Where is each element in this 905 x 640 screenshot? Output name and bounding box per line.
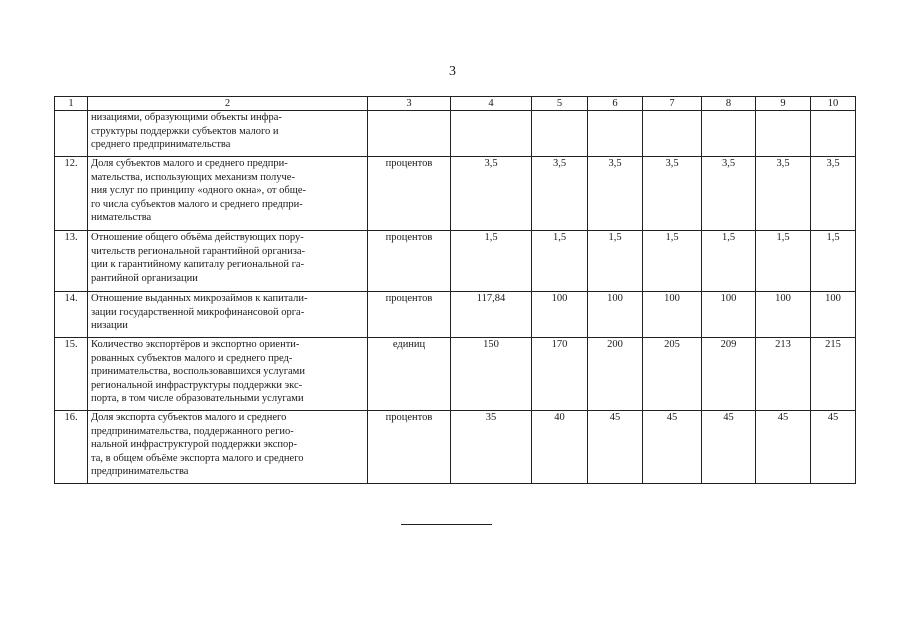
- description-line: принимательства, воспользовавшихся услугами: [91, 366, 305, 378]
- value-cell: 1,5: [588, 231, 643, 292]
- row-number: 12.: [55, 157, 88, 231]
- description-line: предпринимательства: [91, 466, 189, 478]
- description-line: Доля экспорта субъектов малого и среднего: [91, 412, 287, 423]
- header-cell: 6: [588, 97, 643, 111]
- table-row: [55, 231, 856, 292]
- unit-cell: процентов: [368, 411, 451, 484]
- value-cell: 100: [756, 292, 811, 338]
- header-cell: 1: [55, 97, 88, 111]
- value-cell: [643, 111, 702, 157]
- value-cell: 150: [451, 338, 532, 411]
- description-line: среднего предпринимательства: [91, 139, 231, 151]
- description-line: региональной инфраструктуры поддержки экс-: [91, 379, 303, 391]
- description-line: структуры поддержки субъектов малого и: [91, 125, 279, 137]
- description-line: та, в общем объёме экспорта малого и среднего: [91, 452, 304, 464]
- table-row: [55, 338, 856, 411]
- value-cell: 1,5: [451, 231, 532, 292]
- table-row: [55, 411, 856, 484]
- value-cell: 215: [811, 338, 856, 411]
- description-line: низациями, образующими объекты инфра-: [91, 112, 282, 123]
- indicator-description: [88, 411, 368, 484]
- value-cell: 3,5: [811, 157, 856, 231]
- value-cell: 40: [532, 411, 588, 484]
- value-cell: 45: [702, 411, 756, 484]
- value-cell: 100: [588, 292, 643, 338]
- value-cell: 3,5: [702, 157, 756, 231]
- value-cell: [756, 111, 811, 157]
- description-line: ции к гарантийному капиталу региональной га-: [91, 259, 305, 271]
- value-cell: 100: [702, 292, 756, 338]
- value-cell: 45: [756, 411, 811, 484]
- description-line: го числа субъектов малого и среднего предпри-: [91, 198, 303, 210]
- unit-cell: единиц: [368, 338, 451, 411]
- indicator-description: [88, 338, 368, 411]
- table-row: [55, 157, 856, 231]
- row-number: [55, 111, 88, 157]
- value-cell: 170: [532, 338, 588, 411]
- value-cell: 100: [532, 292, 588, 338]
- header-row: [55, 97, 856, 111]
- value-cell: 3,5: [588, 157, 643, 231]
- unit-cell: [368, 111, 451, 157]
- description-line: рантийной организации: [91, 272, 198, 284]
- header-cell: 9: [756, 97, 811, 111]
- row-number: 13.: [55, 231, 88, 292]
- unit-cell: процентов: [368, 292, 451, 338]
- table-row: [55, 292, 856, 338]
- unit-cell: процентов: [368, 157, 451, 231]
- value-cell: 100: [811, 292, 856, 338]
- header-cell: 7: [643, 97, 702, 111]
- description-line: предпринимательства, поддержанного регио-: [91, 425, 294, 437]
- value-cell: 1,5: [811, 231, 856, 292]
- header-cell: 10: [811, 97, 856, 111]
- description-line: Количество экспортёров и экспортно ориенти-: [91, 339, 300, 350]
- description-line: Отношение выданных микрозаймов к капитали-: [91, 293, 308, 304]
- header-cell: 2: [88, 97, 368, 111]
- value-cell: [588, 111, 643, 157]
- value-cell: 1,5: [532, 231, 588, 292]
- value-cell: [451, 111, 532, 157]
- value-cell: [811, 111, 856, 157]
- value-cell: 3,5: [451, 157, 532, 231]
- value-cell: 3,5: [756, 157, 811, 231]
- row-number: 15.: [55, 338, 88, 411]
- description-line: низации: [91, 320, 128, 332]
- value-cell: [702, 111, 756, 157]
- description-line: зации государственной микрофинансовой орга-: [91, 306, 305, 318]
- header-cell: 8: [702, 97, 756, 111]
- value-cell: 3,5: [532, 157, 588, 231]
- row-number: 16.: [55, 411, 88, 484]
- description-line: ния услуг по принципу «одного окна», от обще-: [91, 185, 306, 197]
- indicator-description: [88, 231, 368, 292]
- value-cell: 213: [756, 338, 811, 411]
- header-cell: 3: [368, 97, 451, 111]
- description-line: Отношение общего объёма действующих пору-: [91, 232, 304, 243]
- description-line: мательства, использующих механизм получе-: [91, 171, 295, 183]
- value-cell: 45: [811, 411, 856, 484]
- description-line: нимательства: [91, 212, 152, 224]
- page-number: 3: [449, 64, 456, 79]
- value-cell: 35: [451, 411, 532, 484]
- header-cell: 4: [451, 97, 532, 111]
- indicator-description: [88, 111, 368, 157]
- indicator-description: [88, 157, 368, 231]
- header-cell: 5: [532, 97, 588, 111]
- description-line: нальной инфраструктурой поддержки экспор-: [91, 439, 297, 451]
- value-cell: 200: [588, 338, 643, 411]
- description-line: рованных субъектов малого и среднего пред-: [91, 352, 293, 364]
- row-number: 14.: [55, 292, 88, 338]
- value-cell: 1,5: [643, 231, 702, 292]
- value-cell: 100: [643, 292, 702, 338]
- continuation-row: [55, 111, 856, 157]
- value-cell: 1,5: [702, 231, 756, 292]
- value-cell: 3,5: [643, 157, 702, 231]
- description-line: порта, в том числе образовательными услугами: [91, 393, 304, 405]
- value-cell: 45: [643, 411, 702, 484]
- value-cell: 1,5: [756, 231, 811, 292]
- value-cell: 45: [588, 411, 643, 484]
- value-cell: 209: [702, 338, 756, 411]
- unit-cell: процентов: [368, 231, 451, 292]
- description-line: чительств региональной гарантийной организа-: [91, 245, 306, 257]
- description-line: Доля субъектов малого и среднего предпри-: [91, 158, 288, 169]
- end-divider-line: [401, 524, 492, 525]
- indicators-table: [54, 96, 856, 484]
- value-cell: 205: [643, 338, 702, 411]
- value-cell: [532, 111, 588, 157]
- indicator-description: [88, 292, 368, 338]
- value-cell: 117,84: [451, 292, 532, 338]
